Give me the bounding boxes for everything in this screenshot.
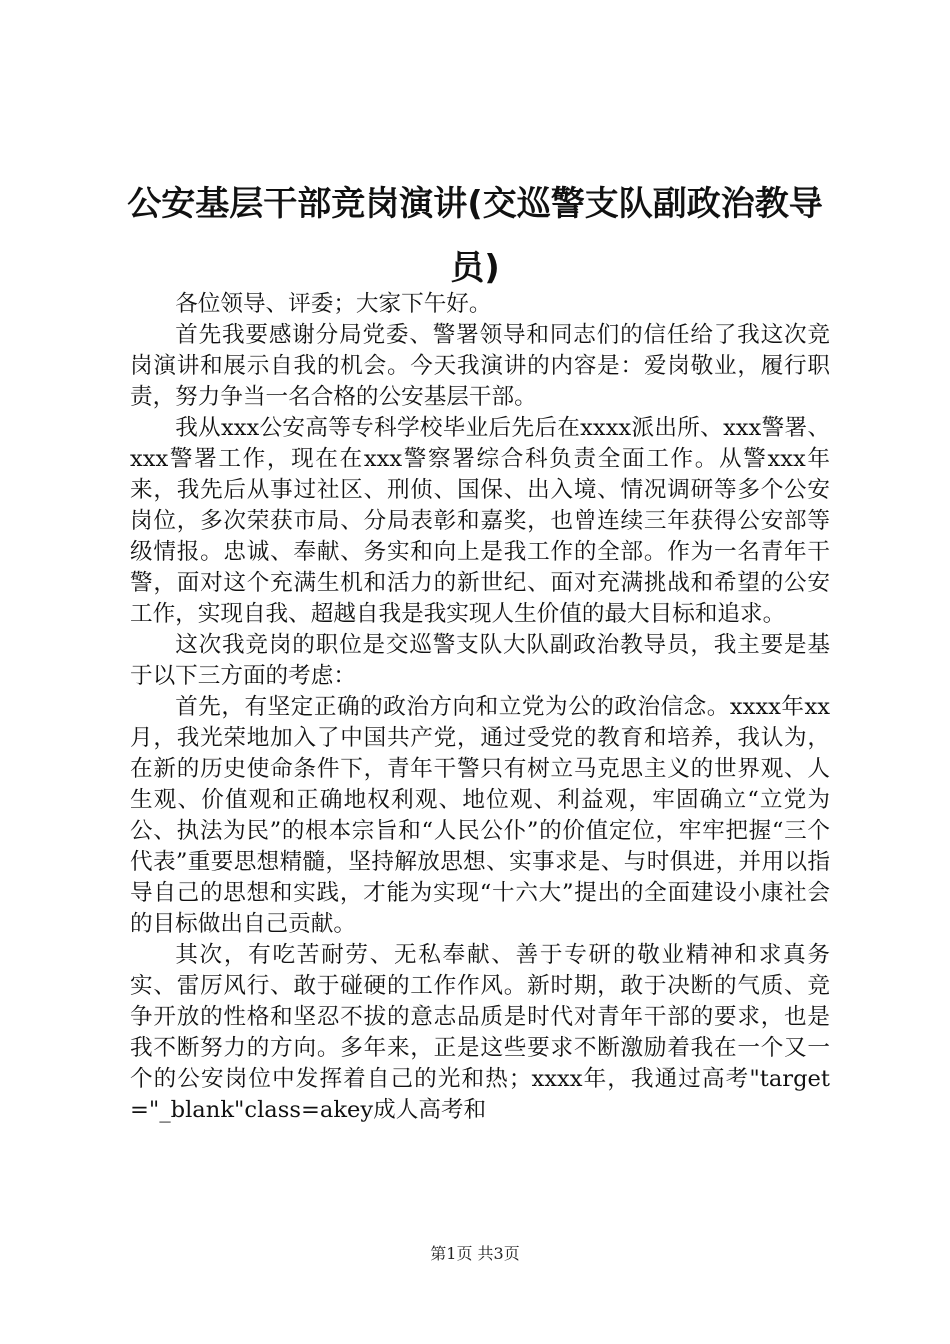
paragraph-greeting: 各位领导、评委；大家下午好。 <box>175 291 492 317</box>
paragraph-second-reason: 其次，有吃苦耐劳、无私奉献、善于专研的敬业精神和求真务实、雷厉风行、敢于碰硬的工作作风。新时期，敢于决断的气质、竞争开放的性格和坚忍不拔的意志品质是时代对青年干部的要求，也是我不断努力的方向。多年来，正是这些要求不断激励着我在一个又一个的公安岗位中发挥着自己的光和热；xxxx年，我通过高考"target="_blank"class=akey成人高考和 <box>130 942 830 1123</box>
paragraph-background: 我从xxx公安高等专科学校毕业后先后在xxxx派出所、xxx警署、xxx警署工作，现在在xxx警察署综合科负责全面工作。从警xxx年来，我先后从事过社区、刑侦、国保、出入境、情况调研等多个公安岗位，多次荣获市局、分局表彰和嘉奖，也曾连续三年获得公安部等级情报。忠诚、奉献、务实和向上是我工作的全部。作为一名青年干警，面对这个充满生机和活力的新世纪、面对充满挑战和希望的公安工作，实现自我、超越自我是我实现人生价值的最大目标和追求。 <box>130 415 830 627</box>
paragraph-thanks: 首先我要感谢分局党委、警署领导和同志们的信任给了我这次竞岗演讲和展示自我的机会。今天我演讲的内容是：爱岗敬业，履行职责，努力争当一名合格的公安基层干部。 <box>130 322 830 410</box>
document-body <box>130 289 830 1126</box>
paragraph-first-reason: 首先，有坚定正确的政治方向和立党为公的政治信念。xxxx年xx月，我光荣地加入了中国共产党，通过受党的教育和培养，我认为，在新的历史使命条件下，青年干警只有树立马克思主义的世界观、人生观、价值观和正确地权利观、地位观、利益观，牢固确立“立党为公、执法为民”的根本宗旨和“人民公仆”的价值定位，牢牢把握“三个代表”重要思想精髓，坚持解放思想、实事求是、与时俱进，并用以指导自己的思想和实践，才能为实现“十六大”提出的全面建设小康社会的目标做出自己贡献。 <box>130 694 830 937</box>
document-title: 公安基层干部竞岗演讲(交巡警支队副政治教导员) <box>127 184 823 288</box>
page-number: 第1页 共3页 <box>430 1244 520 1263</box>
paragraph-position: 这次我竞岗的职位是交巡警支队大队副政治教导员，我主要是基于以下三方面的考虑： <box>130 632 830 689</box>
